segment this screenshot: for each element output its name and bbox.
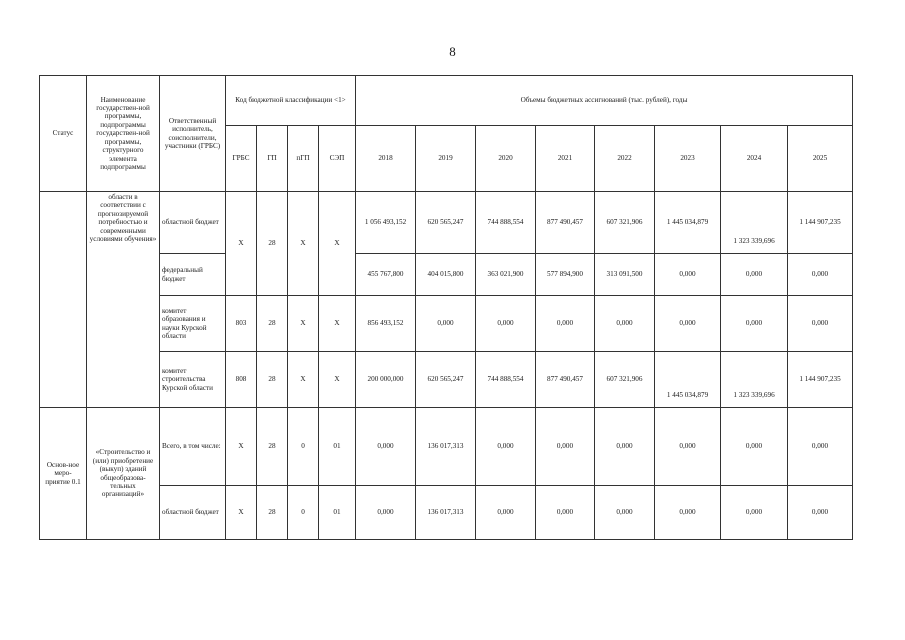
value-2023: 0,000 <box>655 408 721 486</box>
value-2018: 455 767,800 <box>356 254 416 296</box>
code-gp: 28 <box>257 408 288 486</box>
header-year-2020: 2020 <box>476 126 536 192</box>
value-2021: 877 490,457 <box>536 352 595 408</box>
value-2025: 1 144 907,235 <box>788 352 853 408</box>
section2-name: «Строительство и (или) приобретение (выкуп) зданий общеобразова-тельных организаций» <box>87 408 160 540</box>
code-gp: 28 <box>257 352 288 408</box>
value-2018: 200 000,000 <box>356 352 416 408</box>
value-2021: 0,000 <box>536 296 595 352</box>
value-2023: 1 445 034,879 <box>655 192 721 254</box>
value-2020: 0,000 <box>476 486 536 540</box>
value-2019: 136 017,313 <box>416 408 476 486</box>
code-gp: 28 <box>257 192 288 296</box>
table-row <box>40 254 853 296</box>
responsible-cell: федеральный бюджет <box>160 254 226 296</box>
header-code-group: Код бюджетной классификации <1> <box>226 76 356 126</box>
responsible-cell: Всего, в том числе: <box>160 408 226 486</box>
code-gp: 28 <box>257 486 288 540</box>
value-2024: 0,000 <box>721 254 788 296</box>
value-2021: 0,000 <box>536 408 595 486</box>
header-budget-group: Объемы бюджетных ассигнований (тыс. рублей), годы <box>356 76 853 126</box>
code-grbs: 803 <box>226 296 257 352</box>
value-2022: 0,000 <box>595 486 655 540</box>
responsible-cell: комитет строительства Курской области <box>160 352 226 408</box>
code-pgp: X <box>288 296 319 352</box>
value-2019: 136 017,313 <box>416 486 476 540</box>
code-sep: 01 <box>319 408 356 486</box>
header-code-sep: СЭП <box>319 126 356 192</box>
value-2024: 0,000 <box>721 296 788 352</box>
responsible-cell: областной бюджет <box>160 486 226 540</box>
header-name: Наименование государствен-ной программы, подпрограммы государствен-ной программы, структурного элемента подпрограммы <box>87 76 160 192</box>
value-2024: 0,000 <box>721 486 788 540</box>
value-2020: 744 888,554 <box>476 352 536 408</box>
value-2019: 620 565,247 <box>416 192 476 254</box>
code-pgp: 0 <box>288 486 319 540</box>
section1-name: области в соответствии с прогнозируемой потребностью и современными условиями обучения» <box>87 192 160 408</box>
value-2025: 0,000 <box>788 254 853 296</box>
header-year-2023: 2023 <box>655 126 721 192</box>
header-code-pgp: пГП <box>288 126 319 192</box>
code-grbs: X <box>226 486 257 540</box>
value-2022: 0,000 <box>595 408 655 486</box>
code-grbs: X <box>226 408 257 486</box>
code-pgp: 0 <box>288 408 319 486</box>
table-row <box>40 486 853 540</box>
code-grbs: 808 <box>226 352 257 408</box>
code-pgp: X <box>288 192 319 296</box>
value-2020: 744 888,554 <box>476 192 536 254</box>
value-2022: 607 321,906 <box>595 192 655 254</box>
value-2018: 0,000 <box>356 486 416 540</box>
section2-status: Основ-ное меро-приятие 0.1 <box>40 408 87 540</box>
header-year-2025: 2025 <box>788 126 853 192</box>
value-2018: 856 493,152 <box>356 296 416 352</box>
value-2025: 0,000 <box>788 486 853 540</box>
value-2023: 0,000 <box>655 254 721 296</box>
value-2023: 1 445 034,879 <box>655 352 721 408</box>
budget-table <box>39 75 853 540</box>
value-2025: 1 144 907,235 <box>788 192 853 254</box>
value-2024: 1 323 339,696 <box>721 352 788 408</box>
code-pgp: X <box>288 352 319 408</box>
value-2022: 0,000 <box>595 296 655 352</box>
value-2018: 1 056 493,152 <box>356 192 416 254</box>
header-year-2021: 2021 <box>536 126 595 192</box>
value-2021: 0,000 <box>536 486 595 540</box>
value-2023: 0,000 <box>655 486 721 540</box>
header-year-2022: 2022 <box>595 126 655 192</box>
status-cell-empty <box>40 192 87 408</box>
header-year-2018: 2018 <box>356 126 416 192</box>
value-2020: 363 021,900 <box>476 254 536 296</box>
page-number: 8 <box>449 44 456 59</box>
code-gp: 28 <box>257 296 288 352</box>
value-2019: 404 015,800 <box>416 254 476 296</box>
table-row <box>40 352 853 408</box>
table-row <box>40 408 853 486</box>
header-year-2019: 2019 <box>416 126 476 192</box>
value-2025: 0,000 <box>788 296 853 352</box>
table-row <box>40 296 853 352</box>
header-status: Статус <box>40 76 87 192</box>
value-2022: 607 321,906 <box>595 352 655 408</box>
value-2020: 0,000 <box>476 296 536 352</box>
code-sep: X <box>319 352 356 408</box>
value-2022: 313 091,500 <box>595 254 655 296</box>
code-sep: X <box>319 296 356 352</box>
code-sep: 01 <box>319 486 356 540</box>
responsible-cell: областной бюджет <box>160 192 226 254</box>
code-sep: X <box>319 192 356 296</box>
value-2023: 0,000 <box>655 296 721 352</box>
value-2024: 0,000 <box>721 408 788 486</box>
code-grbs: X <box>226 192 257 296</box>
value-2021: 877 490,457 <box>536 192 595 254</box>
header-year-2024: 2024 <box>721 126 788 192</box>
table-row <box>40 192 853 254</box>
responsible-cell: комитет образования и науки Курской области <box>160 296 226 352</box>
value-2020: 0,000 <box>476 408 536 486</box>
header-responsible: Ответственный исполнитель, соисполнители, участники (ГРБС) <box>160 76 226 192</box>
header-code-grbs: ГРБС <box>226 126 257 192</box>
header-code-gp: ГП <box>257 126 288 192</box>
value-2018: 0,000 <box>356 408 416 486</box>
value-2021: 577 894,900 <box>536 254 595 296</box>
value-2025: 0,000 <box>788 408 853 486</box>
value-2024: 1 323 339,696 <box>721 192 788 254</box>
value-2019: 0,000 <box>416 296 476 352</box>
value-2019: 620 565,247 <box>416 352 476 408</box>
